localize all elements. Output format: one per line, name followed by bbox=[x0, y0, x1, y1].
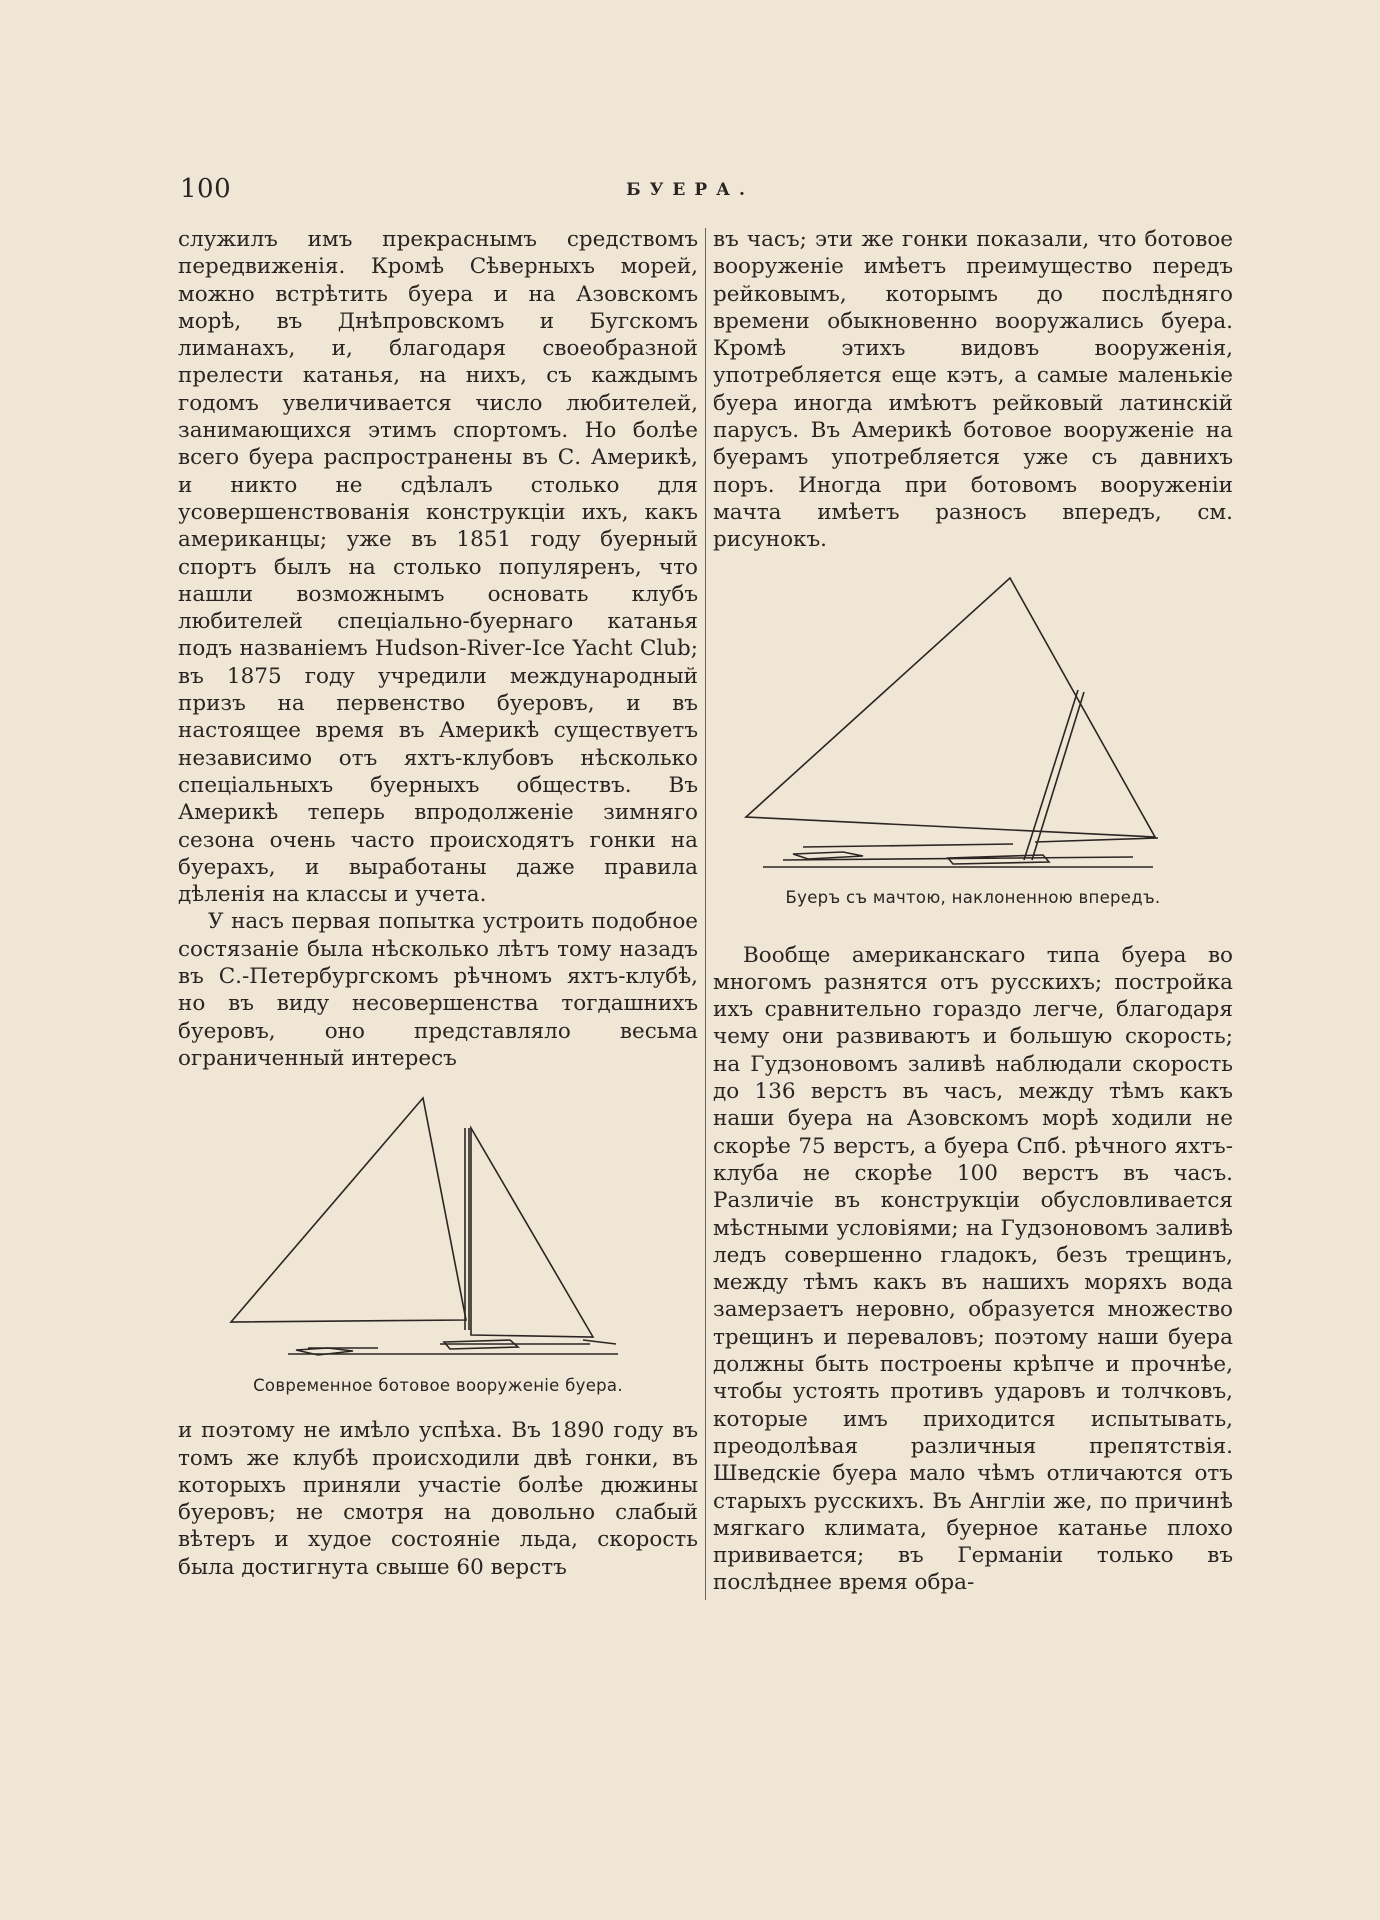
sail bbox=[746, 578, 1155, 837]
right-column bbox=[713, 226, 1233, 1597]
figure-raked-mast bbox=[713, 572, 1233, 907]
jib-sail bbox=[231, 1098, 466, 1322]
right-paragraph-1: въ часъ; эти же гонки показали, что ботовое вооруженіе имѣетъ преимущество передъ рейковымъ, которымъ до послѣдняго времени обыкновенно вооружались буера. Кромѣ этихъ видовъ вооруженія, употребляется еще кэтъ, а самые маленькіе буера иногда имѣютъ рейковый латинскій парусъ. Въ Америкѣ ботовое вооруженіе на буерамъ употребляется уже съ давнихъ поръ. Иногда при ботовомъ вооруженіи мачта имѣетъ разносъ впередъ, см. рисунокъ. bbox=[713, 227, 1233, 553]
figure-caption-modern-rig: Современное ботовое вооруженіе буера. bbox=[253, 1376, 623, 1396]
left-paragraph-2: У насъ первая попытка устроить подобное состязаніе была нѣсколько лѣтъ тому назадъ въ С.-Петербургскомъ рѣчномъ яхтъ-клубѣ, но въ виду несовершенства тогдашнихъ буеровъ, оно представляло весьма ограниченный интересъ bbox=[178, 909, 698, 1071]
running-title: БУЕРА. bbox=[626, 180, 754, 200]
figure-caption-raked-mast: Буеръ съ мачтою, наклоненною впередъ. bbox=[785, 887, 1161, 907]
column-divider bbox=[705, 228, 706, 1600]
left-column bbox=[178, 226, 698, 1581]
raked-mast bbox=[1024, 690, 1078, 860]
boom bbox=[1035, 838, 1158, 842]
modern-rig-illustration bbox=[178, 1092, 698, 1362]
left-paragraph-3: и поэтому не имѣло успѣха. Въ 1890 году въ томъ же клубѣ происходили двѣ гонки, въ которыхъ приняли участіе болѣе дюжины буеровъ; не смотря на довольно слабый вѣтеръ и худое состояніе льда, скорость была достигнута свыше 60 верстъ bbox=[178, 1418, 698, 1580]
main-sail bbox=[471, 1128, 593, 1337]
raked-mast-illustration bbox=[713, 572, 1233, 870]
page-number: 100 bbox=[180, 174, 232, 204]
right-paragraph-2: Вообще американскаго типа буера во многомъ разнятся отъ русскихъ; постройка ихъ сравнительно гораздо легче, благодаря чему они развиваютъ и большую скорость; на Гудзоновомъ заливѣ наблюдали скорость до 136 верстъ въ часъ, между тѣмъ какъ наши буера на Азовскомъ морѣ ходили не скорѣе 75 верстъ, а буера Спб. рѣчного яхтъ-клуба не скорѣе 100 верстъ въ часъ. Различіе въ конструкціи обусловливается мѣстными условіями; на Гудзоновомъ заливѣ ледъ совершенно гладокъ, безъ трещинъ, между тѣмъ какъ въ нашихъ моряхъ вода замерзаетъ неровно, образуется множество трещинъ и переваловъ; поэтому наши буера должны быть построены крѣпче и прочнѣе, чтобы устоять противъ ударовъ и толчковъ, которые имъ приходится испытывать, преодолѣвая различныя препятствія. Шведскіе буера мало чѣмъ отличаются отъ старыхъ русскихъ. Въ Англіи же, по причинѣ мягкаго климата, буерное катанье плохо прививается; въ Германіи только въ послѣднее время обра- bbox=[713, 942, 1233, 1596]
figure-modern-rig bbox=[178, 1092, 698, 1417]
left-paragraph-1: служилъ имъ прекраснымъ средствомъ передвиженія. Кромѣ Сѣверныхъ морей, можно встрѣтить буера и на Азовскомъ морѣ, въ Днѣпровскомъ и Бугскомъ лиманахъ, и, благодаря своеобразной прелести катанья, на нихъ, съ каждымъ годомъ увеличивается число любителей, занимающихся этимъ спортомъ. Но болѣе всего буера распространены въ С. Америкѣ, и никто не сдѣлалъ столько для усовершенствованія конструкціи ихъ, какъ американцы; уже въ 1851 году буерный спортъ былъ на столько популяренъ, что нашли возможнымъ основать клубъ любителей спеціально-буернаго катанья подъ названіемъ Hudson-River-Ice Yacht Club; въ 1875 году учредили международный призъ на первенство буеровъ, и въ настоящее время въ Америкѣ существуетъ независимо отъ яхтъ-клубовъ нѣсколько спеціальныхъ буерныхъ обществъ. Въ Америкѣ теперь впродолженіе зимняго сезона очень часто происходятъ гонки на буерахъ, и выработаны даже правила дѣленія на классы и учета. bbox=[178, 227, 698, 908]
